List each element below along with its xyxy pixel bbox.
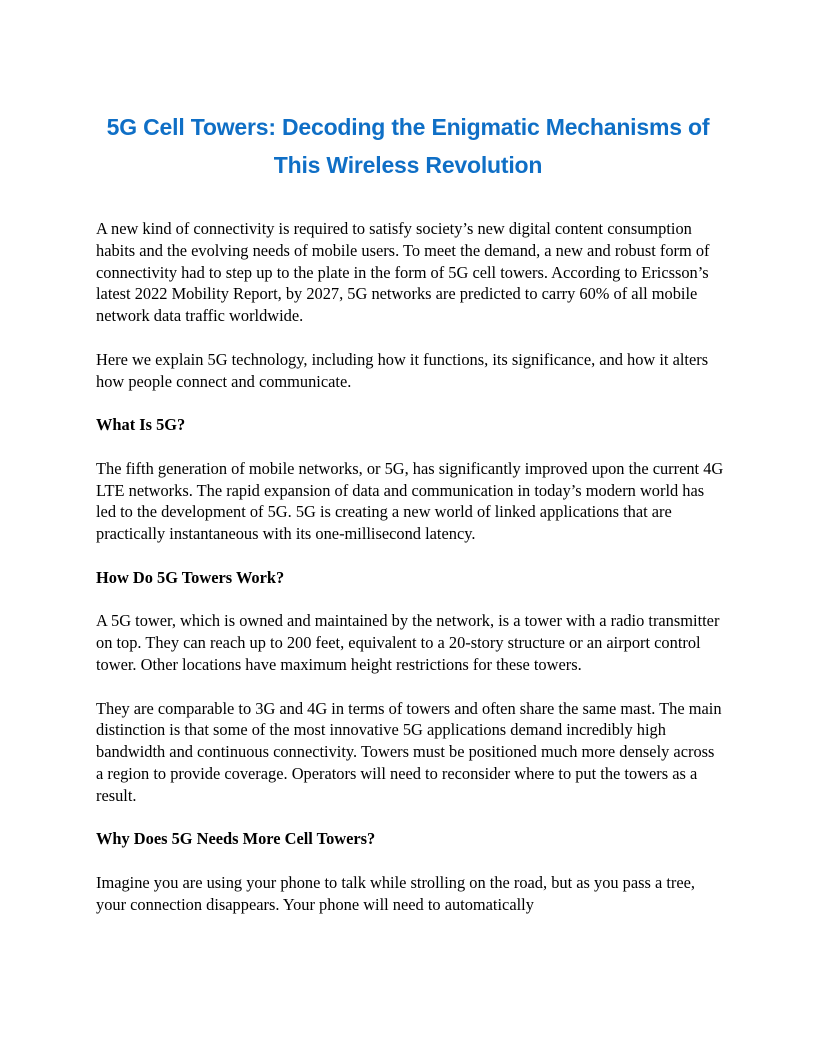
section-heading-why-more-towers: Why Does 5G Needs More Cell Towers? <box>96 829 376 849</box>
document-body <box>96 218 724 937</box>
how-towers-work-paragraph-2: They are comparable to 3G and 4G in terms of towers and often share the same mast. The main distinction is that some of the most innovative 5G applications demand incredibly high bandwidth and continuous connectivity. Towers must be positioned much more densely across a region to provide coverage. Operators will need to reconsider where to put the towers as a result. <box>96 698 722 805</box>
why-more-towers-paragraph: Imagine you are using your phone to talk while strolling on the road, but as you pass a tree, your connection disappears. Your phone will need to automatically <box>96 872 696 914</box>
document-title <box>60 108 756 184</box>
how-towers-work-paragraph-1: A 5G tower, which is owned and maintained by the network, is a tower with a radio transmitter on top. They can reach up to 200 feet, equivalent to a 20-story structure or an airport control tower. Other locations have maximum height restrictions for these towers. <box>96 611 720 674</box>
section-heading-what-is-5g: What Is 5G? <box>96 415 186 435</box>
section-heading-how-towers-work: How Do 5G Towers Work? <box>96 567 285 587</box>
intro-paragraph-1: A new kind of connectivity is required to satisfy society’s new digital content consumption habits and the evolving needs of mobile users. To meet the demand, a new and robust form of connectivity had to step up to the plate in the form of 5G cell towers. According to Ericsson’s latest 2022 Mobility Report, by 2027, 5G networks are predicted to carry 60% of all mobile network data traffic worldwide. <box>96 219 710 326</box>
title-line-2: This Wireless Revolution <box>273 152 543 178</box>
what-is-5g-paragraph: The fifth generation of mobile networks, or 5G, has significantly improved upon the current 4G LTE networks. The rapid expansion of data and communication in today’s modern world has led to the development of 5G. 5G is creating a new world of linked applications that are practically instantaneous with its one-millisecond latency. <box>96 458 724 544</box>
intro-paragraph-2: Here we explain 5G technology, including how it functions, its significance, and how it alters how people connect and communicate. <box>96 349 709 391</box>
title-line-1: 5G Cell Towers: Decoding the Enigmatic Mechanisms of <box>106 114 710 140</box>
